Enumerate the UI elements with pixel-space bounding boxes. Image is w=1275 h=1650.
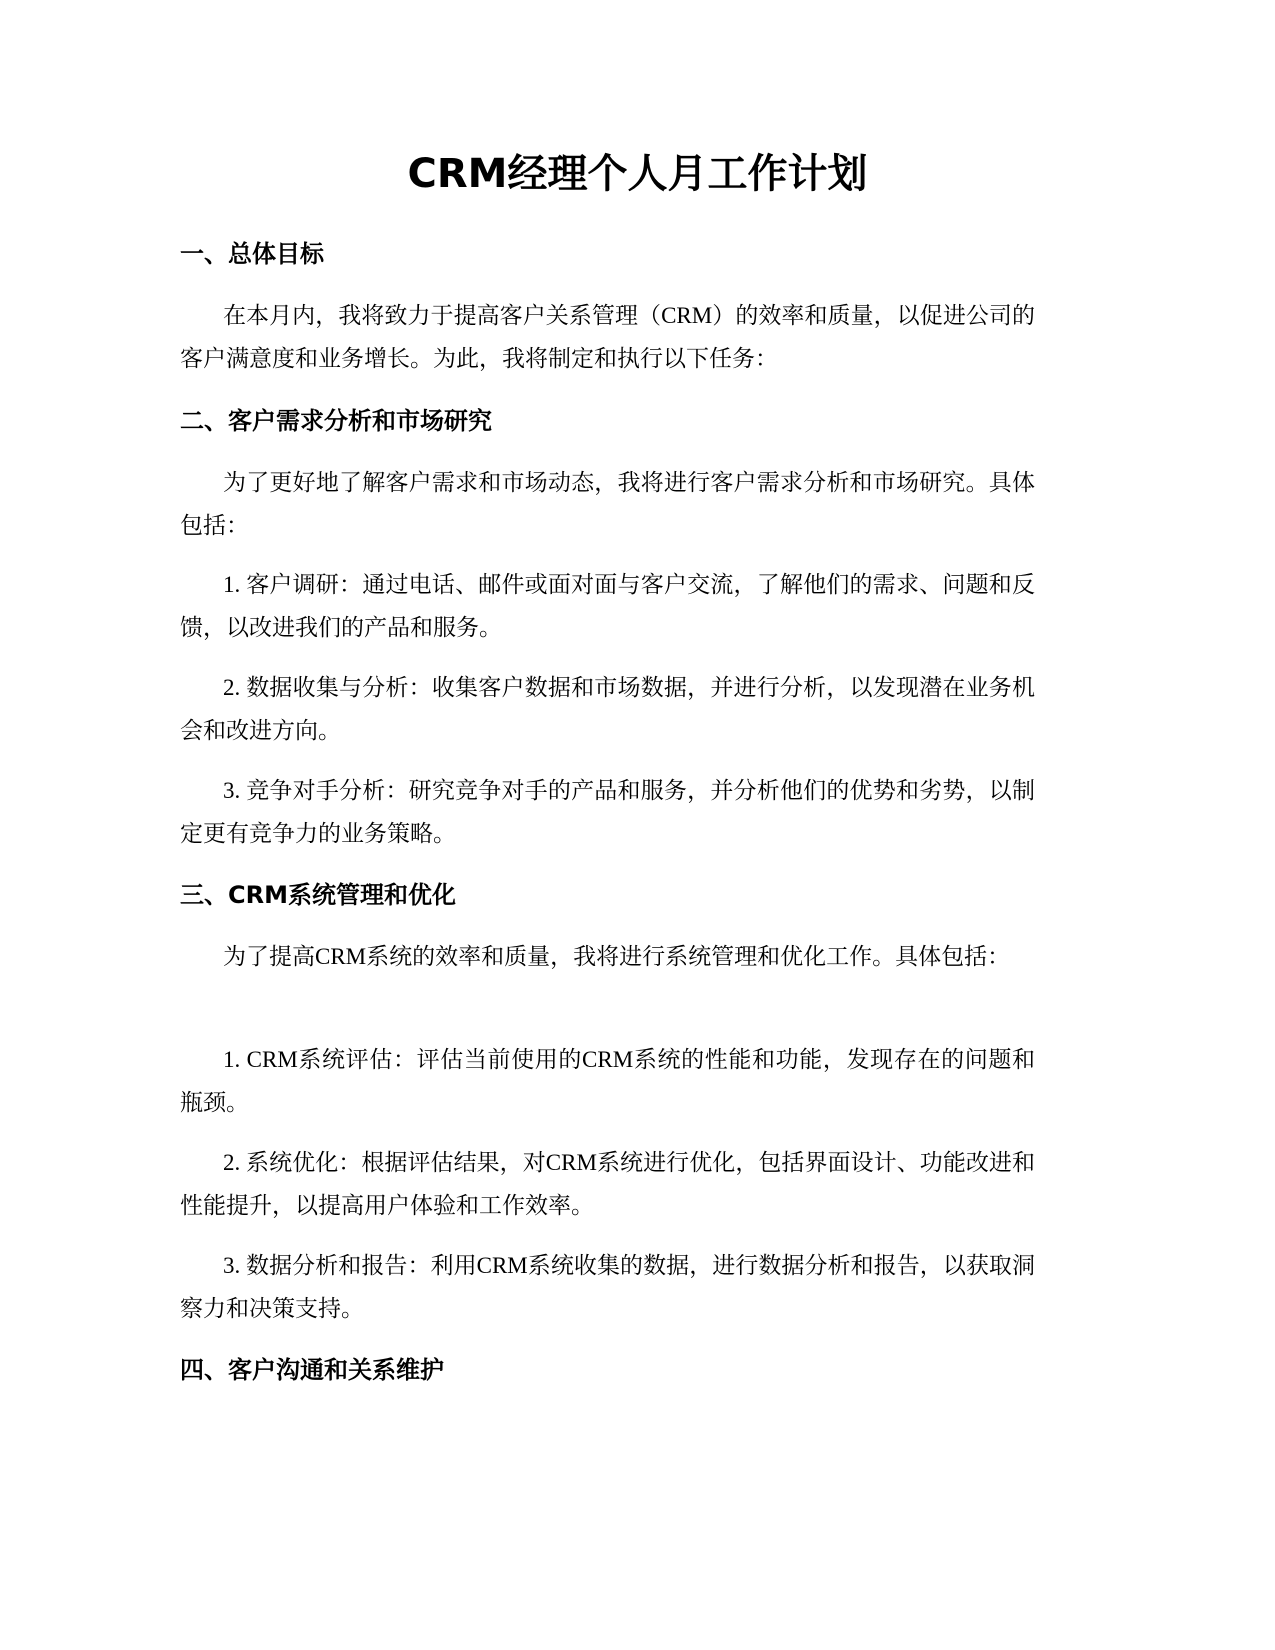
paragraph-crm-system-intro: 为了提高CRM系统的效率和质量，我将进行系统管理和优化工作。具体包括： [223,944,1011,969]
paragraph-overall-goal: 在本月内，我将致力于提高客户关系管理（CRM）的效率和质量，以促进公司的客户满意度和业务增长。为此，我将制定和执行以下任务： [180,303,1035,371]
list-item-system-optimization: 2. 系统优化：根据评估结果，对CRM系统进行优化，包括界面设计、功能改进和性能提升，以提高用户体验和工作效率。 [180,1150,1035,1218]
list-item-data-collection: 2. 数据收集与分析：收集客户数据和市场数据，并进行分析，以发现潜在业务机会和改进方向。 [180,675,1035,743]
section-heading-customer-communication: 四、客户沟通和关系维护 [180,1356,444,1384]
section-heading-customer-analysis: 二、客户需求分析和市场研究 [180,407,492,435]
list-item-data-analysis-report: 3. 数据分析和报告：利用CRM系统收集的数据，进行数据分析和报告，以获取洞察力和决策支持。 [180,1253,1035,1321]
list-item-customer-survey: 1. 客户调研：通过电话、邮件或面对面与客户交流，了解他们的需求、问题和反馈，以改进我们的产品和服务。 [180,572,1035,640]
list-item-competitor-analysis: 3. 竞争对手分析：研究竞争对手的产品和服务，并分析他们的优势和劣势，以制定更有竞争力的业务策略。 [180,778,1035,846]
section-heading-overall-goal: 一、总体目标 [180,240,324,268]
document-title: CRM经理个人月工作计划 [407,151,868,197]
section-heading-crm-system: 三、CRM系统管理和优化 [180,881,456,909]
paragraph-customer-analysis-intro: 为了更好地了解客户需求和市场动态，我将进行客户需求分析和市场研究。具体包括： [180,470,1035,538]
list-item-crm-evaluation: 1. CRM系统评估：评估当前使用的CRM系统的性能和功能，发现存在的问题和瓶颈。 [180,1047,1035,1115]
